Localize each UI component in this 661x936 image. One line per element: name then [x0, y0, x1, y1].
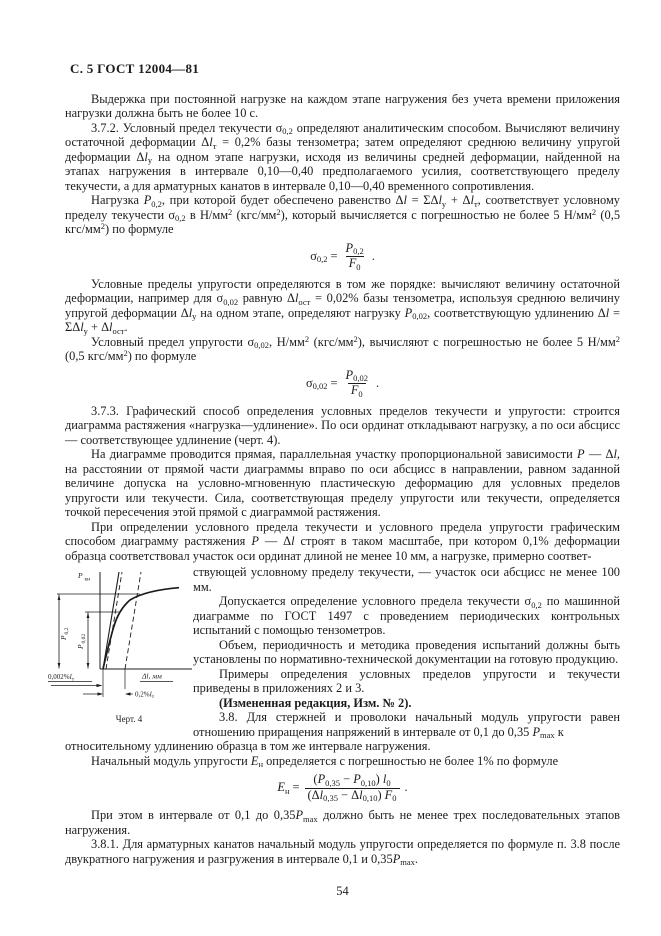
text-run: ) по формуле — [127, 349, 197, 363]
text-run: ), вычисляют с погрешностью не более 5 Н/мм — [357, 334, 616, 349]
text-run: ост — [112, 325, 125, 336]
text-run: l — [291, 534, 295, 548]
text-run: в Н/мм — [185, 207, 229, 222]
text-run: = 0,02% базы тензометра, используя среднюю величину упругой деформации Δ — [65, 291, 620, 320]
text-run: 2 — [228, 206, 233, 217]
text-run: l — [80, 320, 84, 334]
text-run: − — [340, 772, 354, 786]
text-run: — Δ — [258, 534, 292, 548]
paragraph — [65, 193, 620, 237]
text-run: 3.7.3. Графический способ определения условных пределов текучести и упругости: строится диаграмма растяжения «нагрузка—удлинение». По оси ординат откладывают нагрузку, а по оси абсцисс — соответствующее удлинение (черт. 4). — [65, 403, 620, 447]
svg-text:P: P — [59, 635, 68, 640]
text-run: 2 — [615, 333, 620, 344]
paragraph-continuation — [193, 565, 620, 594]
text-run: (кгс/мм — [309, 334, 354, 349]
text-run: F — [384, 787, 393, 802]
text-run: по машинной диаграмме по ГОСТ 1497 с проведением периодических контрольных испытаний с помощью тензометров. — [193, 594, 620, 637]
text-run: E — [277, 780, 285, 795]
svg-text:P: P — [76, 644, 85, 649]
text-run: равную Δ — [238, 291, 295, 305]
text-run: 0,02 — [254, 340, 270, 350]
document-body — [48, 91, 621, 899]
text-run: F — [348, 256, 357, 270]
svg-text:0,2: 0,2 — [64, 627, 70, 635]
numerator — [343, 369, 371, 384]
paragraph — [65, 447, 620, 520]
arrowhead — [97, 684, 103, 687]
arrowhead — [125, 692, 131, 695]
text-run: P — [577, 447, 585, 461]
paragraph — [65, 335, 620, 364]
text-run: Нагрузка — [91, 193, 144, 207]
figure-text-wrap-row — [48, 565, 620, 740]
text-run: н — [284, 785, 290, 796]
text-run: ( — [313, 772, 318, 786]
text-run: − Δ — [337, 787, 360, 802]
formula-lhs — [277, 780, 289, 795]
paragraph — [65, 808, 620, 837]
arrowhead — [87, 663, 90, 668]
text-run: 2 — [123, 348, 128, 358]
arrowhead — [58, 663, 61, 668]
text-run: E — [250, 753, 259, 768]
text-run: 0,02 — [312, 381, 328, 392]
text-run: 3.7.2. Условный предел текучести σ — [91, 120, 283, 135]
text-run: (кгс/мм — [232, 207, 277, 222]
paragraph — [65, 520, 620, 564]
paragraph — [193, 667, 620, 696]
paragraph — [65, 277, 620, 335]
text-run: max — [540, 730, 555, 740]
offset-line-02 — [125, 572, 141, 669]
text-run: l — [605, 305, 610, 320]
text-run: ствующей условному пределу текучести, — участок оси абсцисс не менее 100 мм. — [193, 565, 620, 594]
formula-lhs — [310, 249, 327, 264]
text-run: l — [359, 787, 363, 802]
text-run: l — [382, 772, 387, 786]
paragraph — [193, 638, 620, 667]
figure-caption: Черт. 4 — [115, 714, 143, 724]
text-run: строят в таком масштабе, при котором 0,1% деформации образца соответствовал участок оси ординат длиной не менее 10 мм, а нагрузке, примерно соответ- — [65, 534, 620, 563]
dim-label-p02 — [59, 627, 70, 641]
equals-sign: = — [330, 375, 338, 390]
text-run: l — [438, 193, 442, 207]
page-header: С. 5 ГОСТ 12004—81 — [70, 61, 200, 76]
equals-sign: = — [292, 780, 300, 795]
paragraph-3-7-3 — [65, 404, 620, 448]
text-run: относительному удлинению образца в том же интервале нагружения. — [65, 739, 431, 753]
text-run: Начальный модуль упругости — [91, 753, 251, 768]
text-run: ост — [298, 296, 311, 307]
text-run: При этом в интервале от 0,1 до 0,35 — [91, 808, 296, 822]
paragraph-3-8 — [193, 710, 620, 739]
fraction — [305, 773, 400, 802]
text-run: 0,2 — [175, 213, 186, 223]
text-run: Примеры определения условных пределов упругости и текучести приведены в приложениях 2 и 3. — [193, 666, 620, 695]
arrowhead — [58, 595, 61, 600]
text-run: 0,2 — [282, 126, 293, 136]
text-run: 0,2 — [151, 198, 162, 209]
text-run: 3.8. Для стержней и проволоки начальный модуль упругости равен отношению приращения напряжений в интервале от 0,1 до 0,35 — [193, 710, 620, 739]
text-run: + Δ — [446, 193, 471, 207]
text-run: l — [319, 787, 324, 802]
text-run: 0,35 — [325, 777, 341, 788]
numerator — [343, 242, 367, 257]
text-run: определяется с погрешностью не более 1% по формуле — [263, 753, 559, 768]
text-run: . — [414, 851, 419, 866]
text-run: 0,35 — [323, 793, 338, 803]
text-run: (0,5 кгс/мм — [65, 349, 124, 363]
offset-lines — [103, 572, 141, 669]
paragraph — [65, 92, 620, 121]
text-run: 0 — [386, 777, 391, 788]
text-run: Допускается определение условного предела текучести σ — [219, 594, 532, 608]
fraction — [343, 242, 367, 271]
text-run: При определении условного предела текучести и условного предела упругости графическим способом диаграмму растяжения — [65, 519, 620, 548]
text-run: P — [392, 851, 401, 866]
text-run: ) — [375, 772, 383, 786]
extension-lines — [103, 669, 125, 697]
text-run: , соответствует условному пределу текучести σ — [65, 193, 620, 222]
text-run: 2 — [100, 221, 105, 231]
text-run: P — [353, 772, 361, 786]
formula-period: . — [404, 780, 408, 795]
text-run: (0,5 кгс/мм — [65, 207, 621, 236]
figure-4 — [45, 569, 195, 735]
text-run: т — [212, 140, 217, 151]
numerator — [310, 773, 393, 788]
text-run: у — [192, 311, 197, 321]
formula-period: . — [375, 375, 380, 390]
text-run: l — [613, 447, 617, 461]
equals-sign: = — [330, 248, 338, 263]
paragraph-3-8-1 — [65, 837, 620, 866]
text-run: 2 — [353, 333, 358, 344]
text-run: 0,10 — [362, 793, 378, 803]
text-run: к — [554, 724, 564, 739]
text-run: P — [295, 808, 304, 822]
text-run: т — [473, 198, 478, 209]
text-run: 0 — [356, 261, 361, 272]
text-run: l — [403, 193, 407, 207]
dimension-lines — [58, 595, 90, 669]
arrowhead — [87, 613, 90, 618]
text-run: = 0,2% базы тензометра; затем определяют среднюю величину упругой деформации Δ — [65, 135, 620, 164]
text-run: ), который вычисляется с погрешностью не более 5 Н/мм — [280, 207, 592, 222]
text-run: P — [404, 305, 413, 320]
wrapped-text-column — [193, 565, 620, 739]
dim-label-p002 — [76, 634, 87, 650]
text-run: + Δ — [87, 320, 110, 334]
text-run: 0,10 — [360, 777, 376, 788]
text-run: , на расстоянии от прямой части диаграммы вправо по оси абсцисс в направлении, равном заданной величине допуска на условно-мгновенную пластическую деформацию для условных пределов упругости или текучести. Сила, соответствующая пределу упругости или текучести, определяется точкой пересечения этой прямой с диаграммой растяжения. — [65, 447, 620, 519]
text-run: н — [258, 759, 263, 769]
text-run: 0,02 — [412, 311, 428, 321]
text-run: σ — [310, 248, 317, 263]
text-run: max — [400, 857, 415, 867]
y-axis-label-sub: кн — [84, 576, 91, 583]
text-run: P — [317, 772, 326, 786]
text-run: 0,02 — [223, 296, 239, 307]
text-run: 0 — [392, 793, 397, 803]
text-run: , соответствующую удлинению Δ — [427, 305, 606, 320]
svg-text:0,02: 0,02 — [81, 633, 87, 644]
y-axis-label: P — [78, 571, 83, 580]
text-run: 2 — [276, 206, 281, 217]
text-run: (Измененная редакция, Изм. № 2). — [219, 695, 412, 710]
text-run: , при которой будет обеспечено равенство Δ — [161, 193, 404, 207]
text-run: . — [124, 320, 128, 334]
text-run: Объем, периодичность и методика проведения испытаний должны быть установлены по нормативно-технической документации на готовую продукцию. — [193, 637, 620, 666]
text-run: P — [532, 724, 541, 739]
text-run: 0,2 — [316, 254, 328, 265]
text-run: max — [303, 813, 318, 824]
fraction — [343, 369, 371, 398]
text-run: 0,02 — [353, 373, 368, 383]
text-run: P — [251, 534, 259, 548]
text-run: у — [441, 198, 447, 209]
denominator — [346, 256, 364, 271]
text-run: на одном этапе нагрузки, исходя из величины средней деформации, найденной на этапах нагружения в интервале 0,10—0,40 предполагаемого усилия, соответствующего пределу текучести, а для арматурных канатов в интервале 0,10—0,40 временного сопротивления. — [65, 149, 620, 193]
text-run: , Н/мм — [269, 334, 305, 349]
text-run: На диаграмме проводится прямая, параллельная участку пропорциональной зависимости — [91, 447, 577, 461]
text-run: у — [83, 325, 88, 336]
text-run: 2 — [591, 206, 597, 217]
text-run: 0,2 — [531, 599, 542, 610]
denominator — [305, 788, 400, 803]
text-run: 2 — [304, 333, 310, 344]
offset-0002-label: $0,002\%l_т$ — [48, 672, 75, 683]
text-run: l — [109, 320, 113, 334]
stress-strain-diagram — [45, 569, 195, 731]
text-run: l — [188, 305, 193, 320]
text-run: P — [143, 193, 152, 207]
text-run: = ΣΔ — [65, 305, 621, 334]
text-run: Условный предел упругости σ — [91, 334, 255, 349]
offset-02-label: $0,2\%l_т$ — [135, 689, 155, 700]
paragraph-3-7-2 — [65, 121, 620, 194]
denominator — [348, 383, 366, 398]
text-run: (Δ — [307, 787, 320, 802]
text-run: l — [294, 291, 299, 305]
text-run: l — [470, 193, 474, 207]
text-run: ) по формуле — [104, 222, 174, 236]
text-run: ) — [377, 787, 385, 802]
text-run: P — [345, 240, 354, 255]
paragraph-continuation — [65, 739, 620, 754]
text-run: σ — [305, 375, 313, 390]
formula-period: . — [371, 248, 375, 263]
text-run: Выдержка при постоянной нагрузке на каждом этапе нагружения без учета времени приложения нагрузки должна быть не более 10 с. — [65, 91, 620, 120]
offset-02-dimension — [83, 692, 133, 695]
page-footer: 54 — [336, 884, 349, 898]
text-run: 0,2 — [353, 246, 364, 256]
text-run: 3.8.1. Для арматурных канатов начальный модуль упругости определяется по формуле п. 3.8 после двукратного нагружения и разгружения в интервале 0,1 и 0,35 — [65, 837, 620, 866]
paragraph — [65, 754, 620, 769]
formula-sigma-0-02 — [65, 369, 620, 398]
formula-lhs — [306, 376, 328, 391]
text-run: — Δ — [584, 447, 614, 461]
text-run: l — [144, 149, 148, 164]
offset-line-0002 — [106, 572, 122, 669]
text-run: на одном этапе, определяют нагрузку — [196, 305, 405, 320]
formula-sigma-0-2 — [65, 242, 620, 271]
text-run: l — [209, 135, 213, 149]
text-run: F — [350, 383, 359, 397]
paragraph-amendment-note — [193, 696, 620, 711]
text-run: у — [147, 155, 153, 165]
x-axis-label: Δl, мм — [142, 671, 162, 681]
text-run: должно быть не менее трех последовательных этапов нагружения. — [65, 808, 620, 837]
formula-initial-modulus — [65, 773, 620, 802]
text-run: = ΣΔ — [406, 193, 439, 207]
text-run: Условные пределы упругости определяются в том же порядке: вычисляют величину остаточной деформации, например для σ — [65, 276, 620, 305]
paragraph — [193, 594, 620, 638]
text-run: определяют аналитическим способом. Вычисляют величину остаточной деформации Δ — [65, 120, 620, 149]
arrowhead — [98, 692, 104, 695]
text-run: 0 — [358, 388, 363, 399]
text-run: P — [345, 367, 354, 382]
